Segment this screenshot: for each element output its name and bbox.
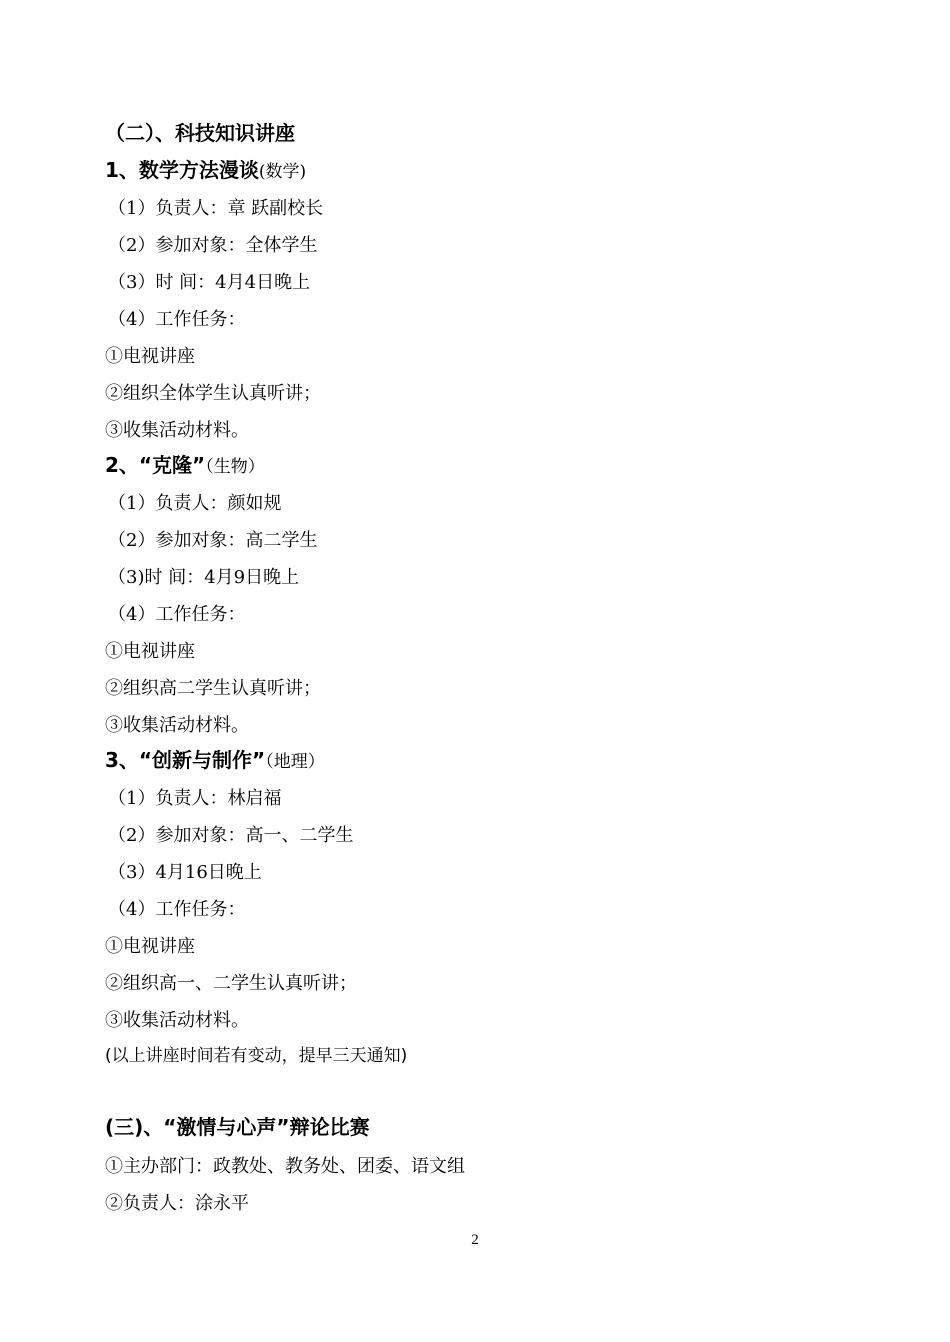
lecture-3-line-1: （1）负责人：林启福 (108, 788, 282, 809)
page-number: 2 (471, 1232, 479, 1248)
lecture-3-line-2: （2）参加对象：高一、二学生 (108, 825, 354, 846)
lecture-2-line-3: （3)时 间：4月9日晚上 (108, 567, 300, 588)
lecture-2-line-5: ①电视讲座 (105, 641, 195, 662)
section-title-3: (三)、“激情与心声”辩论比赛 (105, 1115, 370, 1139)
lecture-2-line-7: ③收集活动材料。 (105, 715, 249, 736)
section-title-2: （二）、科技知识讲座 (105, 121, 295, 145)
lecture-1-heading (105, 158, 306, 184)
lecture-1-line-5: ①电视讲座 (105, 346, 195, 367)
lecture-1-line-7: ③收集活动材料。 (105, 420, 249, 441)
lecture-3-line-5: ①电视讲座 (105, 936, 195, 957)
lecture-1-line-2: （2）参加对象：全体学生 (108, 235, 318, 256)
lecture-1-line-1: （1）负责人：章 跃副校长 (108, 198, 324, 219)
section-3-line-1: ①主办部门：政教处、教务处、团委、语文组 (105, 1156, 465, 1177)
lecture-2-subject: （生物） (205, 457, 265, 477)
lecture-2-line-2: （2）参加对象：高二学生 (108, 530, 318, 551)
lecture-1-line-6: ②组织全体学生认真听讲； (105, 383, 321, 404)
lecture-3-line-3: （3）4月16日晚上 (108, 862, 262, 883)
lecture-2-line-1: （1）负责人：颜如规 (108, 493, 282, 514)
lecture-1-subject: (数学) (258, 162, 307, 182)
lecture-3-line-7: ③收集活动材料。 (105, 1010, 249, 1031)
lecture-1-line-4: （4）工作任务： (108, 309, 246, 330)
lecture-2-line-4: （4）工作任务： (108, 604, 246, 625)
lecture-2-title: 2、“克隆” (105, 453, 206, 477)
lecture-3-line-6: ②组织高一、二学生认真听讲； (105, 973, 357, 994)
lecture-3-heading (105, 748, 325, 774)
lecture-3-line-4: （4）工作任务： (108, 899, 246, 920)
lecture-2-heading (105, 453, 265, 479)
lecture-1-title: 1、数学方法漫谈 (105, 158, 259, 182)
section-3-line-2: ②负责人：涂永平 (105, 1193, 249, 1214)
lecture-2-line-6: ②组织高二学生认真听讲； (105, 678, 321, 699)
lecture-1-line-3: （3）时 间：4月4日晚上 (108, 272, 311, 293)
schedule-note: (以上讲座时间若有变动，提早三天通知) (105, 1046, 408, 1066)
lecture-3-title: 3、“创新与制作” (105, 748, 266, 772)
lecture-3-subject: （地理） (265, 752, 325, 772)
